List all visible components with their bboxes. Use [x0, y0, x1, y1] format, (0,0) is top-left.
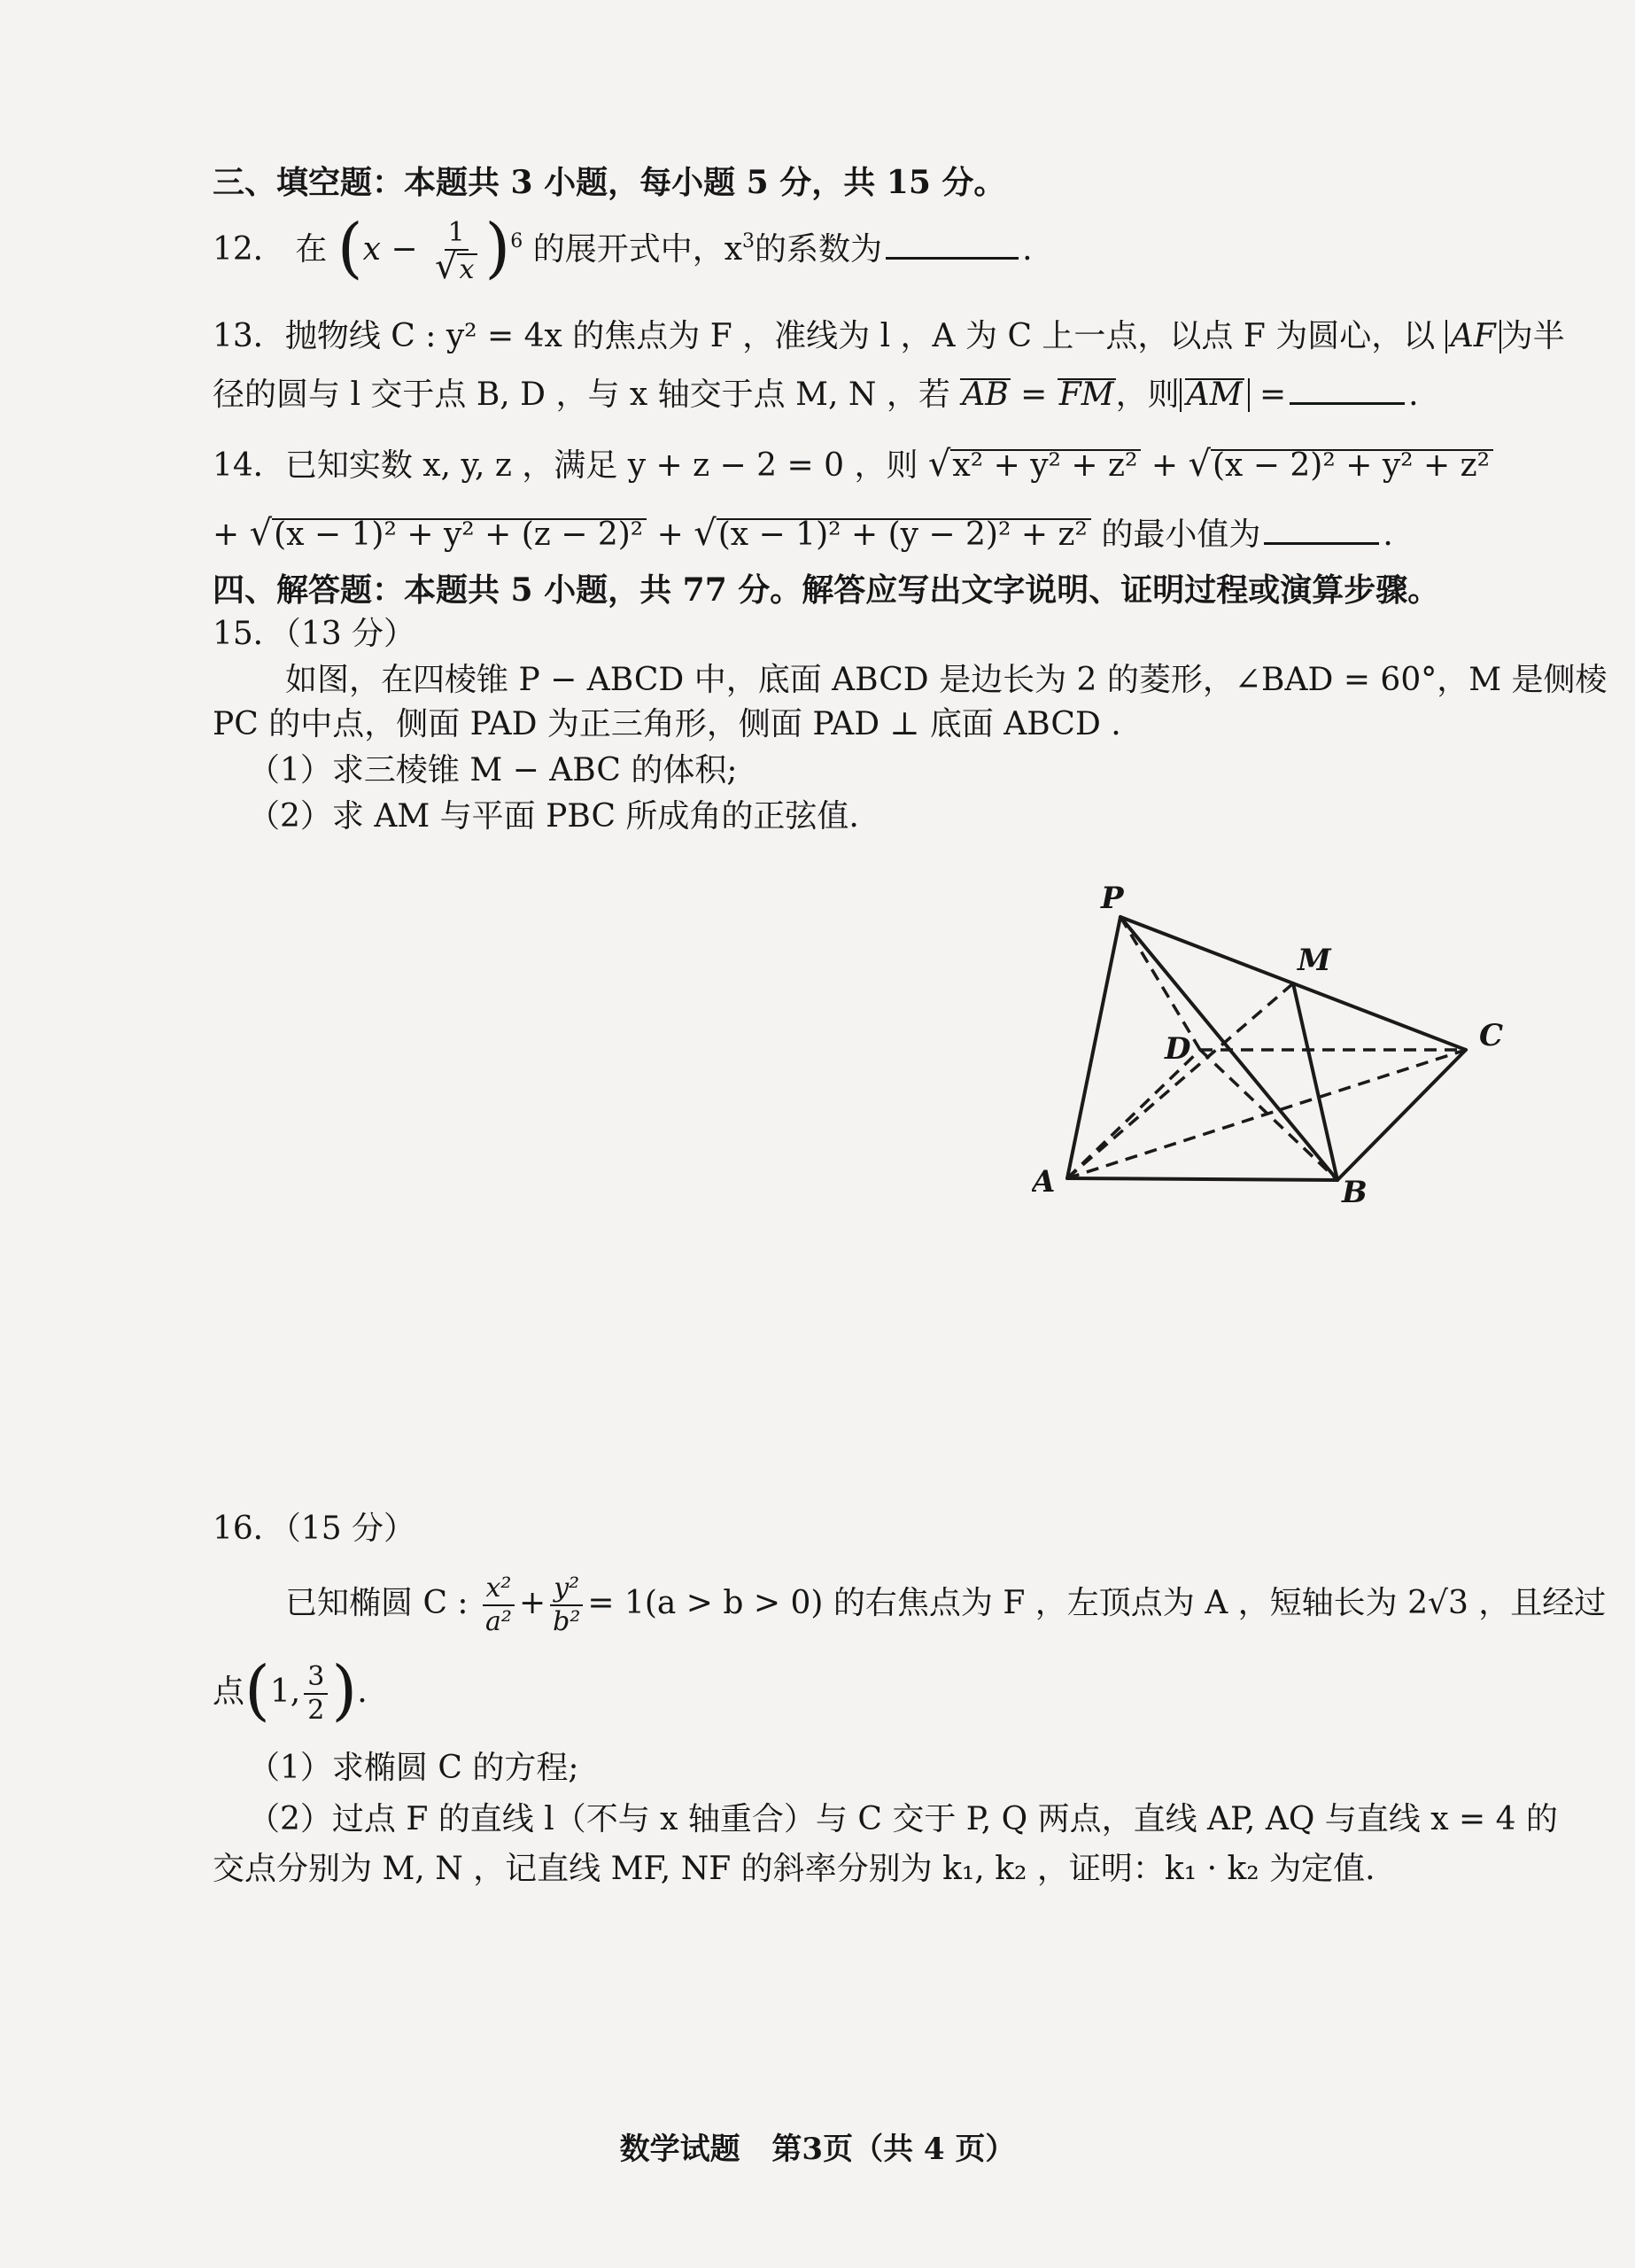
q16-part2b: 交点分别为 M, N ，记直线 MF, NF 的斜率分别为 k₁, k₂ ，证明：k₁ · k₂ 为定值.	[213, 1851, 1375, 1887]
section4-title: 四、解答题：本题共 5 小题，共 77 分。解答应写出文字说明、证明过程或演算步骤。	[213, 571, 1440, 609]
pyramid-figure	[1032, 882, 1528, 1218]
q15-line2: PC 的中点，侧面 PAD 为正三角形，侧面 PAD ⊥ 底面 ABCD .	[213, 706, 1121, 742]
label-a: A	[1032, 1164, 1056, 1200]
q13-vector-am: AM	[1186, 377, 1243, 413]
q12-exponent: 6	[510, 230, 523, 252]
edge-pd-dashed	[1120, 917, 1200, 1050]
q12-fraction: $\frac{1}{√x}$	[431, 217, 481, 286]
q16-part2a: （2）过点 F 的直线 l（不与 x 轴重合）与 C 交于 P, Q 两点，直线 AP, AQ 与直线 x = 4 的	[248, 1801, 1558, 1837]
question-13-line1: 13．抛物线 C : y² = 4x 的焦点为 F ，准线为 l ，A 为 C 上一点，以点 F 为圆心，以 AF 为半	[213, 318, 1565, 354]
q14-expr1: x² + y² + z²	[950, 449, 1141, 481]
q16-line1: 已知椭圆 C : $\frac{\text{x²}}{\text{a²}}$ + $\frac{\text{y²}}{\text{b²}}$ = 1(a > b > 0) 的右焦点为 F ，左顶点为 A ，短轴长为 2√3 ，且经过	[285, 1573, 1607, 1637]
edge-ab	[1067, 1178, 1337, 1180]
q12-answer-blank[interactable]	[886, 225, 1019, 260]
q12-suffix: 的展开式中，x	[532, 231, 743, 268]
question-13-line2: 径的圆与 l 交于点 B, D ，与 x 轴交于点 M, N ，若 AB = FM，则 AM = .	[213, 370, 1511, 420]
label-b: B	[1342, 1175, 1368, 1210]
label-p: P	[1101, 882, 1124, 916]
section3-title: 三、填空题：本题共 3 小题，每小题 5 分，共 15 分。	[213, 164, 1006, 201]
q15-header: 15．（13 分）	[213, 616, 416, 652]
edge-pa	[1067, 917, 1120, 1178]
q16-line2: 点(1, $\frac{3}{2}$ ).	[213, 1652, 368, 1728]
q13-vector-fm: FM	[1058, 377, 1114, 413]
q12-number: 12．	[213, 231, 285, 268]
q14-expr4: (x − 1)² + (y − 2)² + z²	[717, 518, 1091, 550]
label-m: M	[1298, 943, 1331, 978]
q15-line1: 如图，在四棱锥 P − ABCD 中，底面 ABCD 是边长为 2 的菱形，∠BAD = 60°，M 是侧棱	[285, 662, 1608, 698]
page-footer	[0, 2124, 1635, 2168]
q14-expr3: (x − 1)² + y² + (z − 2)²	[272, 518, 647, 550]
q13-vector-ab: AB	[962, 377, 1009, 413]
edge-ad-dashed	[1067, 1050, 1200, 1178]
question-12: 12． 在 (x − $\frac{1}{√x}$ )$^6$ 的展开式中，$x^3$的系数为 .	[213, 210, 1033, 287]
question-14-line1: 14．已知实数 x, y, z ，满足 y + z − 2 = 0 ，则 √x² + y² + z² + √(x − 2)² + y² + z²	[213, 439, 1511, 491]
footer-subject: 数学试题	[619, 2132, 740, 2167]
q13-af-abs: AF	[1445, 320, 1501, 353]
q12-prefix: 在	[295, 231, 328, 268]
q13-answer-blank[interactable]	[1290, 370, 1405, 405]
q15-part1: （1）求三棱锥 M − ABC 的体积;	[248, 752, 738, 788]
footer-page: 第3页（共 4 页）	[771, 2132, 1016, 2167]
q14-expr2: (x − 2)² + y² + z²	[1211, 449, 1493, 481]
label-c: C	[1479, 1018, 1504, 1053]
q15-part2: （2）求 AM 与平面 PBC 所成角的正弦值.	[248, 798, 859, 835]
question-14-line2: + √(x − 1)² + y² + (z − 2)² + √(x − 1)² + (y − 2)² + z² 的最小值为 .	[213, 509, 1511, 560]
q16-part1: （1）求椭圆 C 的方程;	[248, 1750, 579, 1786]
q14-answer-blank[interactable]	[1264, 510, 1379, 545]
label-d: D	[1165, 1031, 1191, 1067]
q16-header: 16．（15 分）	[213, 1511, 416, 1547]
